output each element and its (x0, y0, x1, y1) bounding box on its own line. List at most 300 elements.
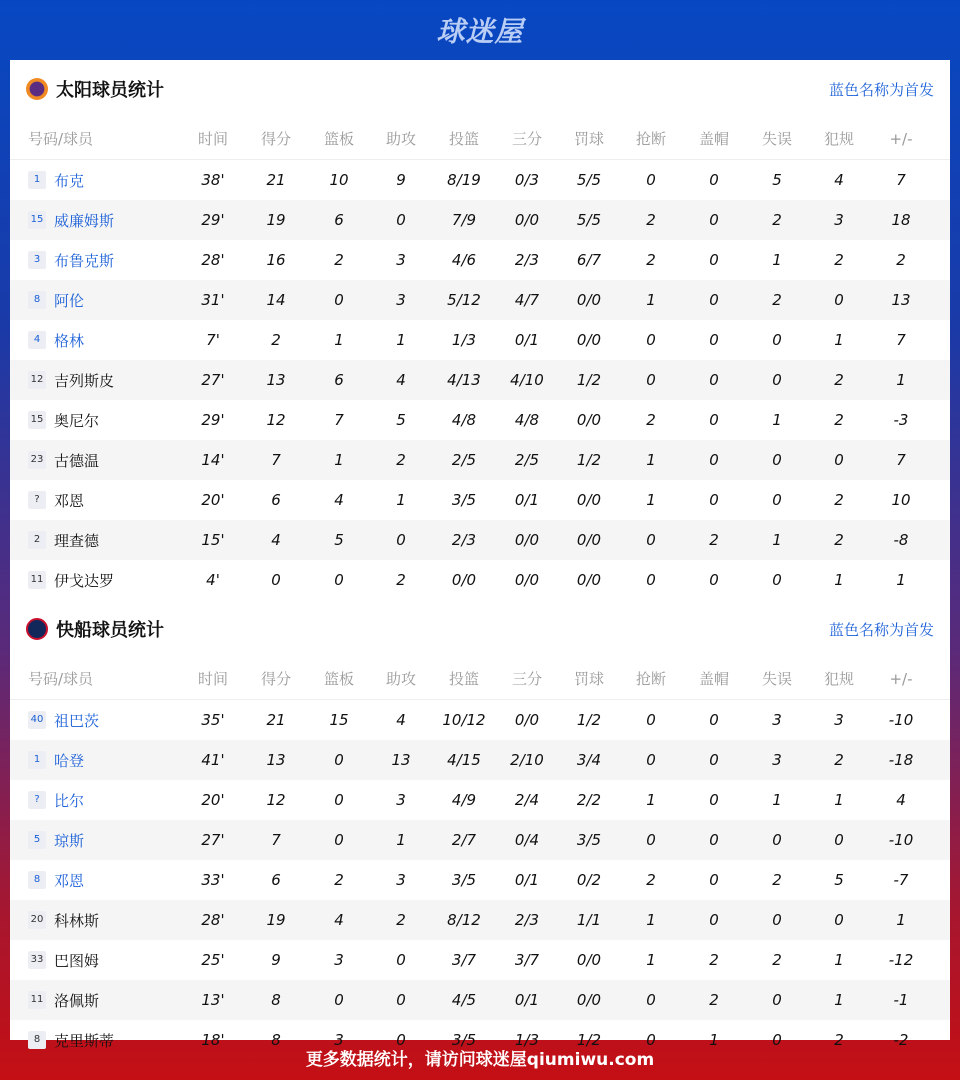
stat-cell: -8 (893, 531, 909, 549)
stat-cell: 0/0 (514, 711, 540, 729)
stat-cell: 0 (646, 371, 656, 389)
stat-cell: 2 (271, 331, 281, 349)
column-header[interactable]: 三分 (511, 670, 542, 688)
stat-cell: 14 (266, 291, 286, 309)
column-header[interactable]: 罚球 (573, 130, 604, 148)
stat-cell: 14' (201, 451, 225, 469)
stat-cell: 15 (329, 711, 349, 729)
player-name-cell[interactable] (28, 750, 84, 771)
stat-cell: 0 (271, 571, 281, 589)
stat-cell: 1 (646, 791, 656, 809)
table-header (10, 118, 950, 160)
jersey-number: 2 (28, 531, 46, 549)
stat-cell: 7 (896, 331, 906, 349)
stat-cell: 0 (396, 991, 406, 1009)
stat-cell: 0 (646, 531, 656, 549)
team-section (10, 600, 950, 1060)
stat-cell: 13 (891, 291, 911, 309)
stat-cell: 3 (834, 711, 844, 729)
stat-cell: 2 (772, 951, 782, 969)
stat-cell: 0 (772, 371, 782, 389)
stat-cell: 9 (396, 171, 406, 189)
stat-cell: 0 (772, 911, 782, 929)
column-header[interactable]: 三分 (511, 130, 542, 148)
stat-cell: 10 (329, 171, 349, 189)
stat-cell: 0 (396, 211, 406, 229)
stat-cell: 4 (396, 371, 406, 389)
stat-cell: 31' (201, 291, 225, 309)
player-row[interactable] (10, 900, 950, 940)
jersey-number: 20 (28, 911, 46, 929)
player-name[interactable]: 伊戈达罗 (54, 571, 115, 590)
stat-cell: -7 (893, 871, 909, 889)
stat-cell: 19 (266, 211, 286, 229)
player-name[interactable]: 科林斯 (54, 911, 100, 930)
stat-cell: 0 (396, 1031, 406, 1049)
player-name-cell[interactable] (28, 410, 99, 431)
column-header[interactable]: 失误 (761, 130, 792, 148)
player-name-cell[interactable] (28, 570, 114, 591)
team-section (10, 60, 950, 600)
stat-cell: 19 (266, 911, 286, 929)
section-header (10, 60, 950, 118)
stat-cell: 3 (772, 751, 782, 769)
stat-cell: 0/1 (514, 991, 540, 1009)
stat-cell: 3/7 (514, 951, 540, 969)
player-row[interactable] (10, 700, 950, 740)
stat-cell: 1 (396, 831, 406, 849)
stat-cell: 8 (271, 1031, 281, 1049)
player-name[interactable]: 古德温 (54, 451, 100, 470)
stat-cell: 0 (646, 171, 656, 189)
stat-cell: 2/5 (451, 451, 477, 469)
stat-cell: 0 (772, 491, 782, 509)
stat-cell: 2 (834, 251, 844, 269)
stat-cell: 0 (772, 331, 782, 349)
player-name[interactable]: 阿伦 (54, 291, 85, 310)
stat-cell: 0 (834, 451, 844, 469)
stat-cell: 13 (266, 751, 286, 769)
column-header[interactable]: 抢断 (635, 670, 666, 688)
player-name[interactable]: 哈登 (54, 751, 85, 770)
stat-cell: 20' (201, 491, 225, 509)
player-name[interactable]: 克里斯蒂 (54, 1031, 115, 1050)
stat-cell: 0/0 (576, 411, 602, 429)
jersey-number: 33 (28, 951, 46, 969)
stat-cell: 13' (201, 991, 225, 1009)
player-row[interactable] (10, 200, 950, 240)
jersey-number: 5 (28, 831, 46, 849)
stat-cell: 0/0 (576, 291, 602, 309)
stat-cell: 1 (646, 951, 656, 969)
stat-cell: 2 (709, 531, 719, 549)
column-header[interactable]: 得分 (260, 130, 291, 148)
stat-cell: 0/0 (576, 531, 602, 549)
stat-cell: 1/3 (514, 1031, 540, 1049)
jersey-number: 1 (28, 751, 46, 769)
player-name[interactable]: 格林 (54, 331, 85, 350)
stat-cell: 4/13 (447, 371, 481, 389)
stat-cell: 7 (271, 831, 281, 849)
stat-cell: 4 (834, 171, 844, 189)
stat-cell: 3/4 (576, 751, 602, 769)
player-name-cell[interactable] (28, 290, 84, 311)
stat-cell: 33' (201, 871, 225, 889)
stat-cell: 4 (271, 531, 281, 549)
stat-cell: 0 (646, 1031, 656, 1049)
stat-cell: 2 (646, 251, 656, 269)
column-header[interactable]: 盖帽 (698, 130, 729, 148)
stat-cell: 0/0 (451, 571, 477, 589)
player-name[interactable]: 奥尼尔 (54, 411, 100, 430)
player-name-cell[interactable] (28, 530, 99, 551)
stat-cell: 2 (646, 411, 656, 429)
player-name[interactable]: 布鲁克斯 (54, 251, 115, 270)
stat-cell: 6 (271, 871, 281, 889)
stat-cell: 5/5 (576, 211, 602, 229)
stat-cell: 4/6 (451, 251, 477, 269)
stat-cell: 2 (834, 751, 844, 769)
stat-cell: 0 (709, 871, 719, 889)
stat-cell: 1/2 (576, 1031, 602, 1049)
column-header[interactable]: 投篮 (448, 130, 479, 148)
stat-cell: 0 (709, 411, 719, 429)
column-header[interactable]: 号码/球员 (28, 670, 94, 688)
stat-cell: 0 (709, 791, 719, 809)
column-header[interactable]: 投篮 (448, 670, 479, 688)
stat-cell: 13 (266, 371, 286, 389)
column-header[interactable]: 盖帽 (698, 670, 729, 688)
stat-cell: 0/1 (514, 331, 540, 349)
stat-cell: 12 (266, 791, 286, 809)
column-header[interactable]: +/- (889, 129, 913, 148)
stat-cell: 3 (772, 711, 782, 729)
stat-cell: 1 (646, 291, 656, 309)
player-row[interactable] (10, 320, 950, 360)
stat-cell: 0 (646, 751, 656, 769)
column-header[interactable]: 篮板 (323, 670, 354, 688)
stat-cell: -18 (888, 751, 914, 769)
stat-cell: 1 (334, 331, 344, 349)
stat-cell: 2 (646, 211, 656, 229)
player-row[interactable] (10, 860, 950, 900)
stat-cell: 5 (834, 871, 844, 889)
stat-cell: -12 (888, 951, 914, 969)
player-name-cell[interactable] (28, 910, 99, 931)
stat-cell: 1 (896, 371, 906, 389)
player-name[interactable]: 吉列斯皮 (54, 371, 115, 390)
player-name[interactable]: 邓恩 (54, 871, 85, 890)
stat-cell: 10/12 (442, 711, 486, 729)
player-row[interactable] (10, 400, 950, 440)
stat-cell: 3/5 (576, 831, 602, 849)
column-header[interactable]: 犯规 (823, 670, 854, 688)
stat-cell: 15' (201, 531, 225, 549)
starter-note: 蓝色名称为首发 (828, 80, 934, 99)
player-name-cell[interactable] (28, 450, 99, 471)
player-name[interactable]: 琼斯 (54, 831, 85, 850)
stat-cell: 0 (772, 991, 782, 1009)
column-header[interactable]: 得分 (260, 670, 291, 688)
stat-cell: -10 (888, 831, 914, 849)
stat-cell: 6 (334, 371, 344, 389)
stat-cell: 2/4 (514, 791, 540, 809)
stat-cell: 2 (396, 571, 406, 589)
column-header[interactable]: 助攻 (385, 130, 416, 148)
stat-cell: 18' (201, 1031, 225, 1049)
stat-cell: 8/12 (447, 911, 481, 929)
stat-cell: 0/0 (576, 951, 602, 969)
stat-cell: 4/15 (447, 751, 481, 769)
stat-cell: 0 (709, 171, 719, 189)
stat-cell: 1/2 (576, 451, 602, 469)
stat-cell: 13 (391, 751, 411, 769)
stat-cell: 0 (834, 911, 844, 929)
stat-cell: 1/2 (576, 711, 602, 729)
stat-cell: 7 (896, 451, 906, 469)
stat-cell: 2 (646, 871, 656, 889)
stat-cell: 1 (334, 451, 344, 469)
stat-cell: 0/2 (576, 871, 602, 889)
player-name-cell[interactable] (28, 790, 84, 811)
stat-cell: 0/0 (514, 571, 540, 589)
stat-cell: 29' (201, 411, 225, 429)
stat-cell: 25' (201, 951, 225, 969)
stat-cell: 1 (646, 911, 656, 929)
player-row[interactable] (10, 440, 950, 480)
stat-cell: 4 (396, 711, 406, 729)
stat-cell: 0 (709, 831, 719, 849)
stat-cell: 0 (772, 831, 782, 849)
section-header (10, 600, 950, 658)
footer-text[interactable]: 更多数据统计，请访问球迷屋qiumiwu.com (305, 1050, 655, 1070)
stat-cell: 0 (334, 751, 344, 769)
stat-cell: 1 (646, 491, 656, 509)
player-row[interactable] (10, 560, 950, 600)
stat-cell: 2 (772, 211, 782, 229)
player-row[interactable] (10, 360, 950, 400)
stat-cell: 2 (896, 251, 906, 269)
stat-cell: 0 (646, 831, 656, 849)
player-row[interactable] (10, 240, 950, 280)
stat-cell: 27' (201, 371, 225, 389)
stat-cell: 3 (334, 1031, 344, 1049)
player-name-cell[interactable] (28, 490, 84, 511)
stat-cell: 1 (834, 991, 844, 1009)
stat-cell: 2 (834, 1031, 844, 1049)
player-name[interactable]: 巴图姆 (54, 951, 100, 970)
player-name[interactable]: 理查德 (54, 531, 100, 550)
stat-cell: 2 (834, 531, 844, 549)
stat-cell: 21 (266, 711, 286, 729)
stat-cell: 41' (201, 751, 225, 769)
stat-cell: 4/8 (514, 411, 540, 429)
player-name-cell[interactable] (28, 990, 99, 1011)
stat-cell: -10 (888, 711, 914, 729)
stat-cell: 0 (709, 911, 719, 929)
stat-cell: 0 (709, 451, 719, 469)
stat-cell: 0 (646, 991, 656, 1009)
stat-cell: 5 (772, 171, 782, 189)
jersey-number: ? (28, 791, 46, 809)
stat-cell: 0 (709, 711, 719, 729)
stat-cell: 2 (334, 251, 344, 269)
stat-cell: 3/5 (451, 491, 477, 509)
stat-cell: 4 (334, 491, 344, 509)
player-name-cell[interactable] (28, 250, 114, 271)
player-row[interactable] (10, 520, 950, 560)
column-header[interactable]: 罚球 (573, 670, 604, 688)
stat-cell: 1 (646, 451, 656, 469)
column-header[interactable]: 犯规 (823, 130, 854, 148)
stat-cell: 7/9 (451, 211, 477, 229)
section-title: 太阳球员统计 (56, 80, 164, 101)
jersey-number: 8 (28, 1031, 46, 1049)
player-row[interactable] (10, 780, 950, 820)
player-row[interactable] (10, 740, 950, 780)
stat-cell: 3/7 (451, 951, 477, 969)
stat-cell: 2 (834, 411, 844, 429)
column-header[interactable]: 失误 (761, 670, 792, 688)
player-name[interactable]: 邓恩 (54, 491, 85, 510)
player-name-cell[interactable] (28, 950, 99, 971)
player-name[interactable]: 比尔 (54, 791, 85, 810)
column-header[interactable]: 助攻 (385, 670, 416, 688)
jersey-number: 15 (28, 411, 46, 429)
stat-cell: 0 (834, 291, 844, 309)
jersey-number: 1 (28, 171, 46, 189)
team-logo-icon (26, 78, 48, 100)
brand-logo: 球迷屋 (436, 15, 524, 48)
stat-cell: 0 (396, 531, 406, 549)
player-row[interactable] (10, 280, 950, 320)
stat-cell: 0 (709, 331, 719, 349)
stat-cell: 20' (201, 791, 225, 809)
player-name[interactable]: 威廉姆斯 (54, 211, 115, 230)
stat-cell: 6 (334, 211, 344, 229)
section-title: 快船球员统计 (56, 620, 164, 641)
player-row[interactable] (10, 940, 950, 980)
jersey-number: ? (28, 491, 46, 509)
player-name-cell[interactable] (28, 710, 99, 731)
stat-cell: 0 (709, 371, 719, 389)
stat-cell: 7 (334, 411, 344, 429)
stat-cell: 6 (271, 491, 281, 509)
stat-cell: 1 (834, 951, 844, 969)
player-row[interactable] (10, 820, 950, 860)
jersey-number: 11 (28, 991, 46, 1009)
player-row[interactable] (10, 480, 950, 520)
stat-cell: 8/19 (447, 171, 481, 189)
jersey-number: 3 (28, 251, 46, 269)
player-row[interactable] (10, 160, 950, 200)
team-logo-icon (26, 618, 48, 640)
stat-cell: 7 (271, 451, 281, 469)
stat-cell: 2 (772, 291, 782, 309)
column-header[interactable]: 时间 (197, 130, 228, 148)
column-header[interactable]: 篮板 (323, 130, 354, 148)
player-name-cell[interactable] (28, 170, 84, 191)
stat-cell: 28' (201, 251, 225, 269)
stat-cell: 2/3 (514, 251, 540, 269)
stat-cell: 0 (709, 751, 719, 769)
table-header (10, 658, 950, 700)
stat-cell: 2 (709, 951, 719, 969)
player-name-cell[interactable] (28, 370, 114, 391)
stat-cell: 12 (266, 411, 286, 429)
stat-cell: 0/0 (576, 991, 602, 1009)
player-name-cell[interactable] (28, 830, 84, 851)
stat-cell: 1 (772, 531, 782, 549)
stat-cell: 3 (396, 291, 406, 309)
player-name[interactable]: 洛佩斯 (54, 991, 100, 1010)
stat-cell: 0 (709, 491, 719, 509)
jersey-number: 11 (28, 571, 46, 589)
player-name-cell[interactable] (28, 330, 84, 351)
stat-cell: 18 (891, 211, 911, 229)
stat-cell: 1 (896, 571, 906, 589)
stat-cell: 4/8 (451, 411, 477, 429)
stat-cell: 0/4 (514, 831, 540, 849)
stat-cell: 2/3 (514, 911, 540, 929)
stat-cell: 4 (334, 911, 344, 929)
stat-cell: 2 (834, 491, 844, 509)
stat-cell: 1 (772, 411, 782, 429)
player-name[interactable]: 祖巴茨 (54, 711, 100, 730)
stat-cell: 3/5 (451, 871, 477, 889)
stat-cell: 1 (772, 791, 782, 809)
stat-cell: 0 (709, 291, 719, 309)
stat-cell: 1 (772, 251, 782, 269)
stat-cell: 1 (709, 1031, 719, 1049)
jersey-number: 8 (28, 871, 46, 889)
player-row[interactable] (10, 980, 950, 1020)
stat-cell: 5/5 (576, 171, 602, 189)
stat-cell: 3/5 (451, 1031, 477, 1049)
stat-cell: 2 (396, 451, 406, 469)
column-header[interactable]: 号码/球员 (28, 130, 94, 148)
column-header[interactable]: 抢断 (635, 130, 666, 148)
stat-cell: 0 (646, 331, 656, 349)
stat-cell: 0 (334, 831, 344, 849)
stat-cell: -3 (893, 411, 909, 429)
stat-cell: 0 (334, 991, 344, 1009)
column-header[interactable]: +/- (889, 669, 913, 688)
stat-cell: 4/5 (451, 991, 477, 1009)
stat-cell: 28' (201, 911, 225, 929)
stat-cell: 1 (396, 331, 406, 349)
stat-cell: 1 (834, 571, 844, 589)
player-name-cell[interactable] (28, 870, 84, 891)
stat-cell: -1 (893, 991, 909, 1009)
stat-cell: 3 (396, 791, 406, 809)
stat-cell: 0/1 (514, 491, 540, 509)
stat-cell: 2 (709, 991, 719, 1009)
stat-cell: 0 (772, 1031, 782, 1049)
stat-cell: 0/0 (576, 571, 602, 589)
stat-cell: 35' (201, 711, 225, 729)
stat-cell: 0/0 (576, 491, 602, 509)
column-header[interactable]: 时间 (197, 670, 228, 688)
stat-cell: 3 (396, 871, 406, 889)
stat-cell: 1 (396, 491, 406, 509)
stat-cell: 4 (896, 791, 906, 809)
stat-cell: 1/3 (451, 331, 477, 349)
player-name[interactable]: 布克 (54, 171, 85, 190)
player-name-cell[interactable] (28, 210, 114, 231)
stat-cell: -2 (893, 1031, 909, 1049)
jersey-number: 8 (28, 291, 46, 309)
